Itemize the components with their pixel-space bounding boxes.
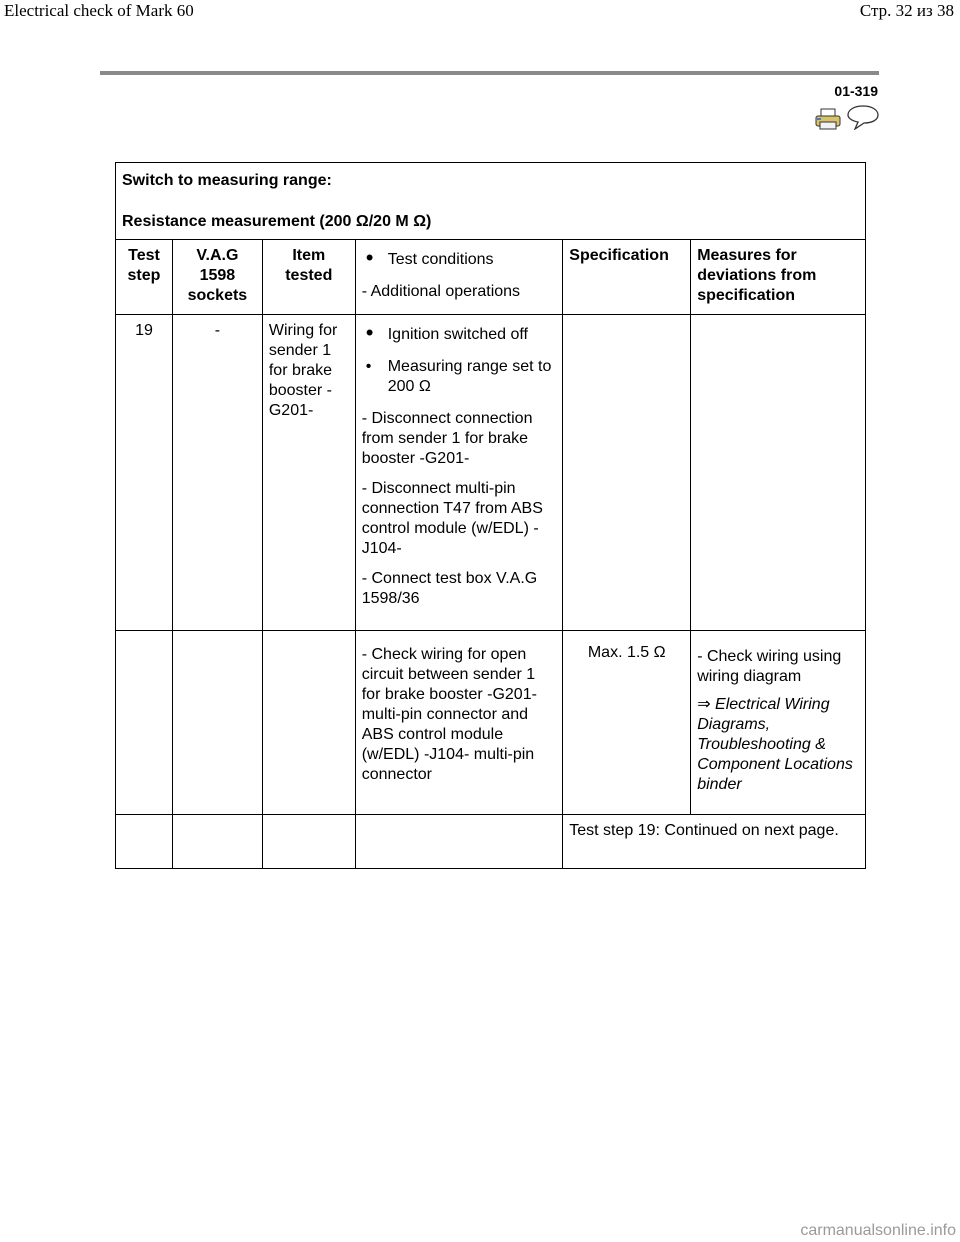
operation-text: - Connect test box V.A.G 1598/36 (361, 570, 538, 607)
watermark: carmanualsonline.info (800, 1222, 956, 1239)
col-header-measures: Measures for deviations from specification (691, 240, 866, 315)
cell-empty (116, 631, 173, 815)
condition-bullet: • Ignition switched off (365, 320, 528, 345)
test-table (115, 162, 866, 869)
cell-empty (355, 815, 563, 869)
page-code: 01-319 (834, 83, 878, 99)
header-ops-text: - Additional operations (361, 283, 521, 300)
col-header-vag-sockets: V.A.G 1598 sockets (172, 240, 262, 315)
col-header-specification: Specification (563, 240, 691, 315)
col-header-item-tested: Item tested (262, 240, 355, 315)
cell-empty (262, 815, 355, 869)
speech-bubble-icon[interactable] (847, 104, 879, 130)
banner-line-1: Switch to measuring range: (122, 172, 332, 189)
arrow-right-icon: ⇒ (697, 696, 711, 713)
operation-text: - Check wiring for open circuit between sender 1 for brake booster -G201- multi-pin connector and ABS control module (w/EDL) -J104- multi-pin connector (361, 646, 537, 783)
cell-measures (691, 315, 866, 631)
table-row (116, 815, 866, 869)
header-bullet-text: Test conditions (387, 251, 494, 268)
table-row (116, 315, 866, 631)
col-header-test-step: Test step (116, 240, 173, 315)
document-title: Electrical check of Mark 60 (4, 1, 194, 20)
cell-vag-socket: - (172, 315, 262, 631)
page-indicator: Стр. 32 из 38 (859, 1, 954, 20)
cell-empty (172, 815, 262, 869)
header-divider (100, 71, 879, 75)
cell-test-step: 19 (116, 315, 173, 631)
cell-conditions (355, 315, 563, 631)
cell-empty (116, 815, 173, 869)
operation-text: - Disconnect connection from sender 1 for brake booster -G201- (361, 410, 533, 467)
printer-icon[interactable] (815, 108, 841, 130)
cell-specification-value: Max. 1.5 Ω (563, 631, 691, 815)
reference-link[interactable] (697, 695, 859, 795)
condition-text: Measuring range set to 200 Ω (387, 358, 552, 395)
banner-line-2: Resistance measurement (200 Ω/20 M Ω) (122, 213, 432, 230)
cell-specification (563, 315, 691, 631)
reference-text: Electrical Wiring Diagrams, Troubleshooting & Component Locations binder (697, 696, 853, 793)
condition-bullet: • Measuring range set to 200 Ω (362, 357, 557, 397)
measuring-range-banner (116, 163, 866, 240)
operation-text: - Disconnect multi-pin connection T47 from ABS control module (w/EDL) -J104- (361, 480, 543, 557)
measure-text: - Check wiring using wiring diagram (697, 648, 842, 685)
header-row (116, 240, 866, 315)
condition-text: Ignition switched off (387, 326, 528, 343)
col-header-conditions (355, 240, 563, 315)
header-bullet: • Test conditions (365, 245, 494, 270)
cell-operation (355, 631, 563, 815)
cell-empty (262, 631, 355, 815)
table-row (116, 631, 866, 815)
cell-continuation-note: Test step 19: Continued on next page. (563, 815, 866, 869)
cell-item-tested: Wiring for sender 1 for brake booster -G201- (262, 315, 355, 631)
cell-measures (691, 631, 866, 815)
cell-empty (172, 631, 262, 815)
